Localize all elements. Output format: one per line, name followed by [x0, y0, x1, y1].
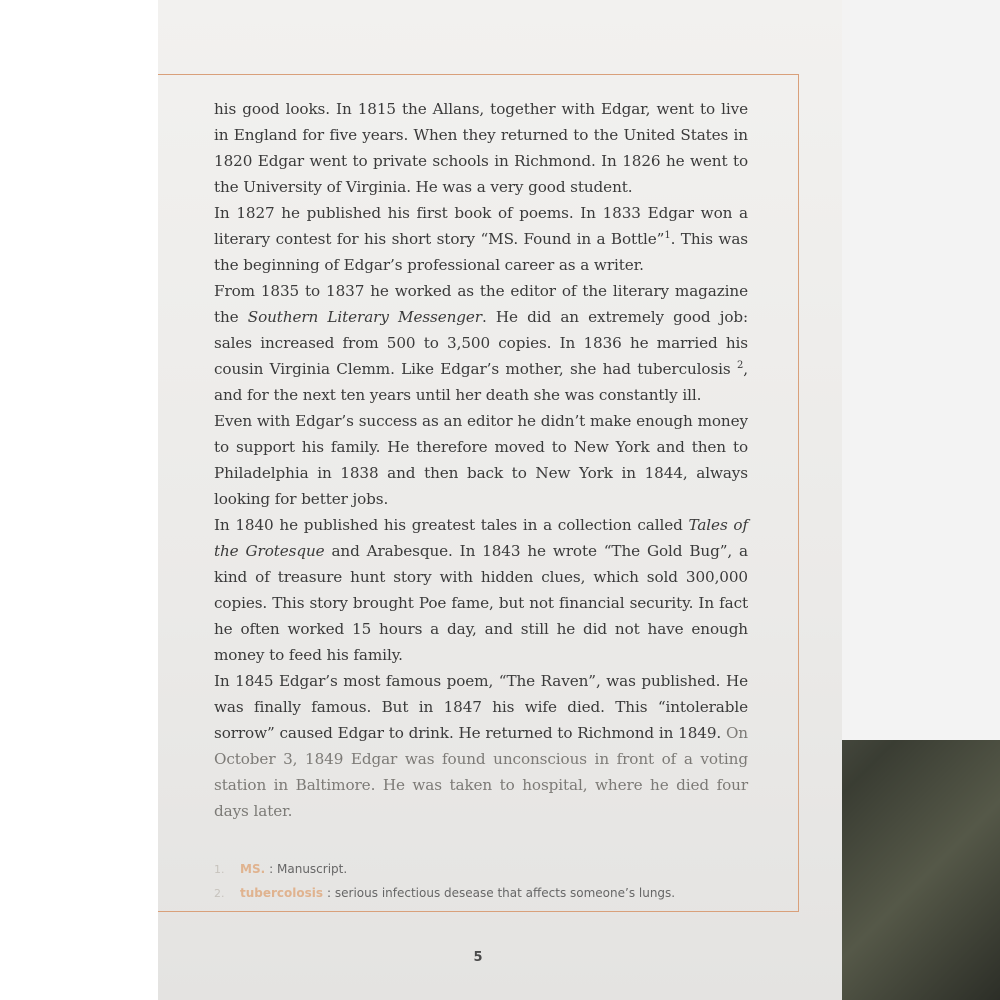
paragraph-6	[214, 668, 748, 824]
footnote-reference: 1	[664, 229, 671, 241]
footnote-term: tubercolosis	[240, 886, 324, 900]
footnote-definition: : serious infectious desease that affects someone’s lungs.	[327, 886, 676, 900]
footnote-number: 2.	[214, 887, 225, 900]
italic-title: Southern Literary Messenger	[247, 308, 482, 326]
text-segment: In 1827 he published his first book of poems. In 1833 Edgar won a literary contest for his short story “MS. Found in a Bottle”	[214, 204, 748, 248]
paragraph-3	[214, 278, 748, 408]
text-segment: . This was the beginning of Edgar’s professional career as a writer.	[214, 230, 748, 274]
text-segment: In 1845 Edgar’s most famous poem, “The Raven”, was published. He was finally famous. But in 1847 his wife died. This “intolerable sorrow” caused Edgar to drink. He returned to Richmond in 1849.	[214, 672, 748, 742]
paragraph-5	[214, 512, 748, 668]
footnote-2	[214, 886, 774, 910]
body-text	[214, 96, 748, 824]
text-segment: From 1835 to 1837 he worked as the editor of the literary magazine the	[214, 282, 748, 326]
book-page	[158, 0, 842, 1000]
paragraph-2	[214, 200, 748, 278]
background-left	[0, 0, 158, 1000]
text-segment: his good looks. In 1815 the Allans, together with Edgar, went to live in England for five years. When they returned to the United States in 1820 Edgar went to private schools in Richmond. In 1826 he went to the University of Virginia. He was a very good student.	[214, 100, 748, 196]
italic-title: Tales of the Grotesque	[214, 516, 748, 560]
page-number: 5	[473, 950, 483, 965]
text-segment: and Arabesque. In 1843 he wrote “The Gold Bug”, a kind of treasure hunt story with hidden clues, which sold 300,000 copies. This story brought Poe fame, but not financial security. In fact he often worked 15 hours a day, and still he did not have enough money to feed his family.	[214, 542, 748, 664]
text-segment: In 1840 he published his greatest tales in a collection called	[214, 516, 689, 534]
text-segment: , and for the next ten years until her death she was constantly ill.	[214, 360, 748, 404]
text-segment: . He did an extremely good job: sales increased from 500 to 3,500 copies. In 1836 he married his cousin Virginia Clemm. Like Edgar’s mother, she had tuberculosis	[214, 308, 749, 378]
footnote-term: MS.	[240, 862, 266, 876]
footnote-definition: : Manuscript.	[269, 862, 348, 876]
footnote-reference: 2	[737, 359, 744, 371]
paragraph-4	[214, 408, 748, 512]
paragraph-1	[214, 96, 748, 200]
footnote-1	[214, 862, 774, 886]
text-segment: On October 3, 1849 Edgar was found unconscious in front of a voting station in Baltimore. He was taken to hospital, where he died four days later.	[214, 724, 748, 820]
text-segment: Even with Edgar’s success as an editor he didn’t make enough money to support his family. He therefore moved to New York and then to Philadelphia in 1838 and then back to New York in 1844, always looking for better jobs.	[214, 412, 748, 508]
footnotes	[214, 862, 774, 910]
footnote-number: 1.	[214, 863, 225, 876]
